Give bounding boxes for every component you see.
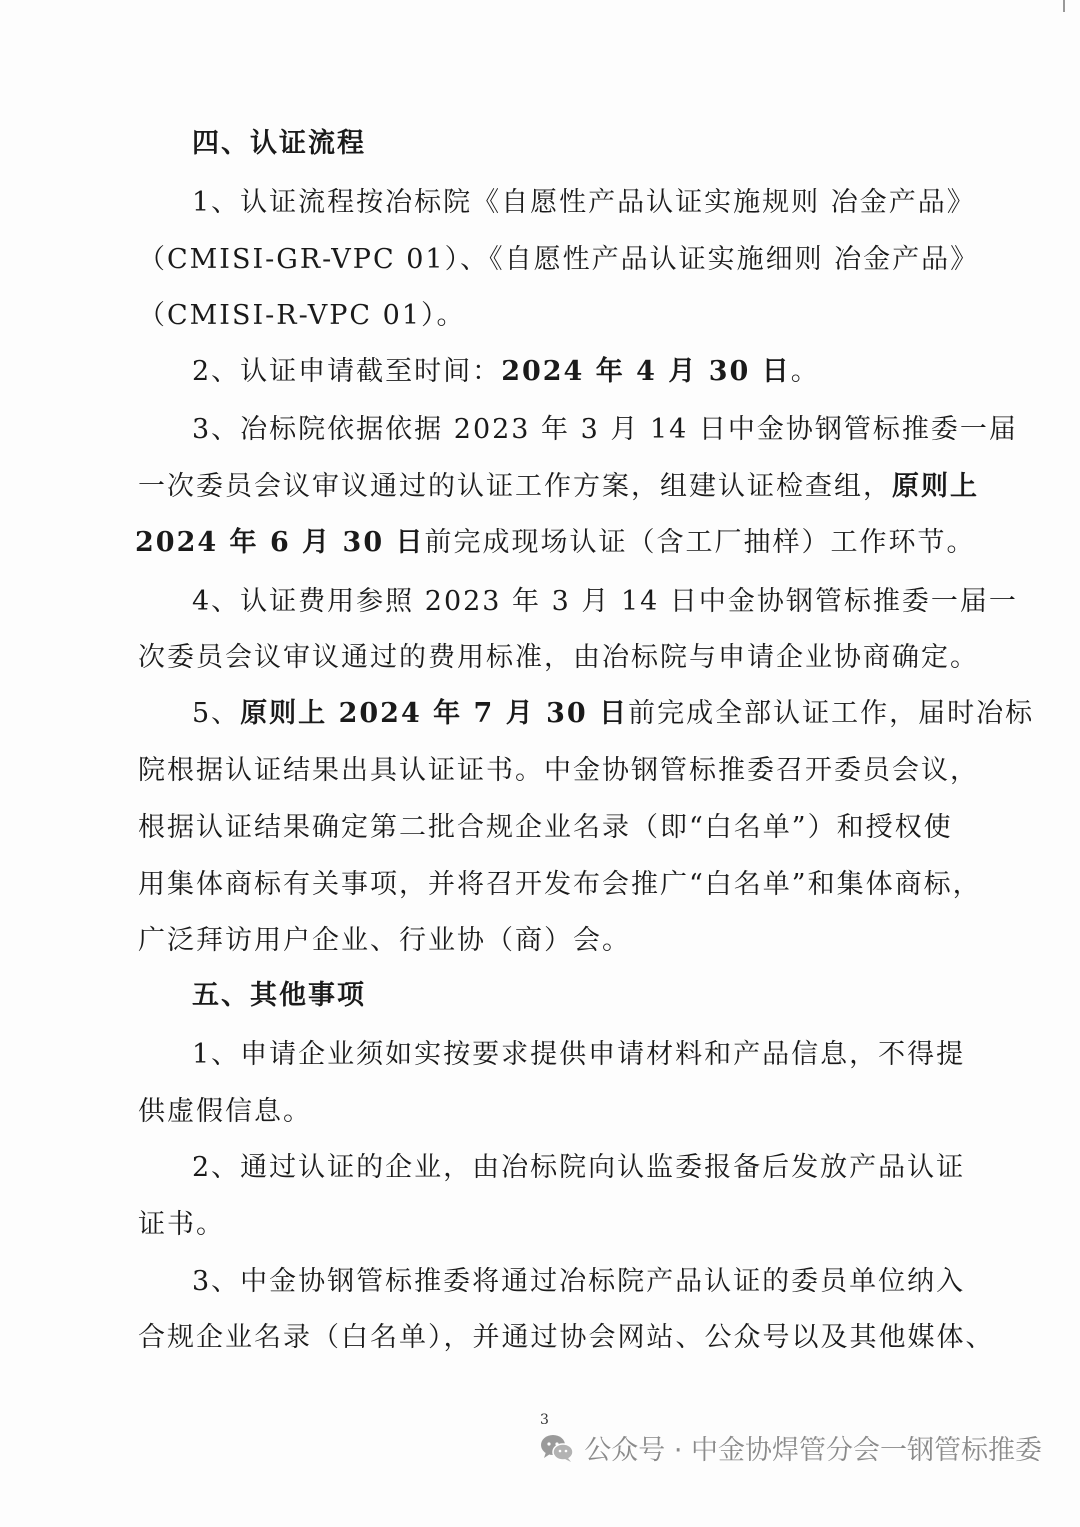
s5-p2-line-1: 2、通过认证的企业，由冶标院向认监委报备后发放产品认证 (192, 1152, 966, 1183)
s4-p2-suffix: 。 (790, 356, 820, 387)
s4-p4-line-2: 次委员会议审议通过的费用标准，由冶标院与申请企业协商确定。 (138, 642, 979, 673)
s4-p5-line-3: 根据认证结果确定第二批合规企业名录（即“白名单”）和授权使 (138, 812, 953, 843)
s5-p3-line-2: 合规企业名录（白名单），并通过协会网站、公众号以及其他媒体、 (138, 1322, 995, 1353)
watermark-text: 公众号 · 中金协焊管分会一钢管标推委 (584, 1435, 1042, 1466)
wechat-icon (540, 1433, 574, 1463)
scan-edge-mark (1063, 0, 1065, 12)
s4-p5-line-1-prefix: 5、 (192, 698, 241, 729)
s5-p3-line-1: 3、中金协钢管标推委将通过冶标院产品认证的委员单位纳入 (192, 1266, 966, 1297)
s5-p1-line-2: 供虚假信息。 (138, 1096, 312, 1127)
s4-p3-line-2-normal: 一次委员会议审议通过的认证工作方案，组建认证检查组， (138, 471, 892, 502)
s4-p5-line-1 (192, 694, 1034, 734)
wechat-watermark (540, 1428, 1042, 1467)
s4-p5-line-2: 院根据认证结果出具认证证书。中金协钢管标推委召开委员会议， (138, 755, 979, 786)
s4-p5-line-1-bold: 原则上 2024 年 7 月 30 日 (240, 698, 629, 729)
s4-p2-prefix: 2、认证申请截至时间： (192, 356, 502, 387)
s4-p2 (192, 352, 820, 392)
s4-p3-line-3 (135, 523, 976, 563)
s4-p5-line-1-normal: 前完成全部认证工作，届时冶标 (628, 698, 1035, 729)
s5-p2-line-2: 证书。 (138, 1209, 225, 1240)
s4-p3-line-3-bold: 2024 年 6 月 30 日 (135, 527, 425, 558)
s4-p1-line-3: （CMISI-R-VPC 01）。 (138, 300, 466, 331)
s5-p1-line-1: 1、申请企业须如实按要求提供申请材料和产品信息，不得提 (192, 1039, 966, 1070)
section-heading-5: 五、其他事项 (192, 980, 366, 1011)
s4-p3-line-2-bold: 原则上 (892, 471, 979, 502)
s4-p2-deadline-date: 2024 年 4 月 30 日 (501, 356, 791, 387)
s4-p3-line-1: 3、冶标院依据依据 2023 年 3 月 14 日中金协钢管标推委一届 (192, 414, 1018, 445)
s4-p4-line-1: 4、认证费用参照 2023 年 3 月 14 日中金协钢管标推委一届一 (192, 586, 1018, 617)
s4-p3-line-3-normal: 前完成现场认证（含工厂抽样）工作环节。 (424, 527, 976, 558)
s4-p5-line-5: 广泛拜访用户企业、行业协（商）会。 (138, 925, 631, 956)
page-number: 3 (540, 1412, 549, 1428)
s4-p1-line-2: （CMISI-GR-VPC 01）、《自愿性产品认证实施细则 冶金产品》 (138, 244, 980, 275)
section-heading-4: 四、认证流程 (192, 128, 366, 159)
s4-p3-line-2 (138, 467, 979, 507)
s4-p1-line-1: 1、认证流程按冶标院《自愿性产品认证实施规则 冶金产品》 (192, 187, 976, 218)
s4-p5-line-4: 用集体商标有关事项，并将召开发布会推广“白名单”和集体商标， (138, 869, 982, 900)
